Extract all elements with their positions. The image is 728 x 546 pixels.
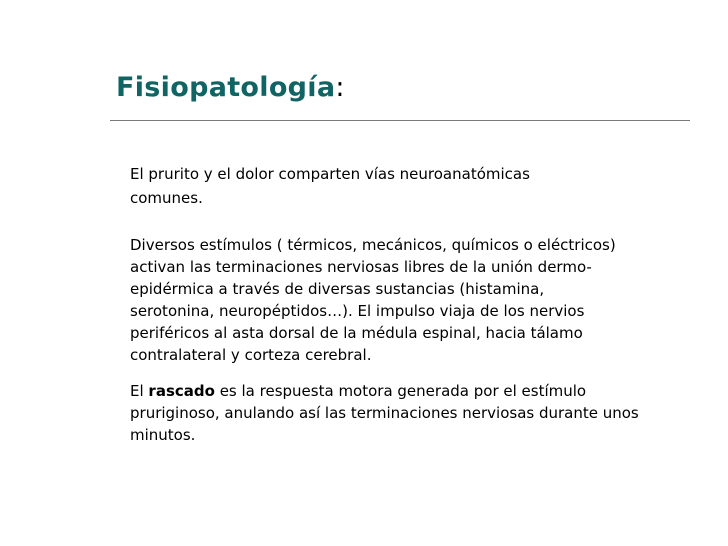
slide-title <box>116 72 345 104</box>
paragraph-2: Diversos estímulos ( térmicos, mecánicos, químicos o eléctricos) activan las terminaciones nerviosas libres de la unión dermo-epidérmica a través de diversas sustancias (histamina, serotonina, neuropéptidos…). El impulso viaja de los nervios periféricos al asta dorsal de la médula espinal, hacia tálamo contralateral y corteza cerebral. <box>130 236 616 364</box>
paragraph-1: El prurito y el dolor comparten vías neuroanatómicas comunes. <box>130 165 530 207</box>
title-colon: : <box>335 72 345 103</box>
title-text: Fisiopatología <box>116 72 336 103</box>
paragraph-3-prefix: El <box>130 382 149 400</box>
title-divider <box>110 120 690 121</box>
paragraph-3 <box>130 380 650 446</box>
paragraph-3-bold-term: rascado <box>148 382 215 400</box>
paragraph-3-rest: es la respuesta motora generada por el estímulo pruriginoso, anulando así las terminaciones nerviosas durante unos minutos. <box>130 382 639 444</box>
